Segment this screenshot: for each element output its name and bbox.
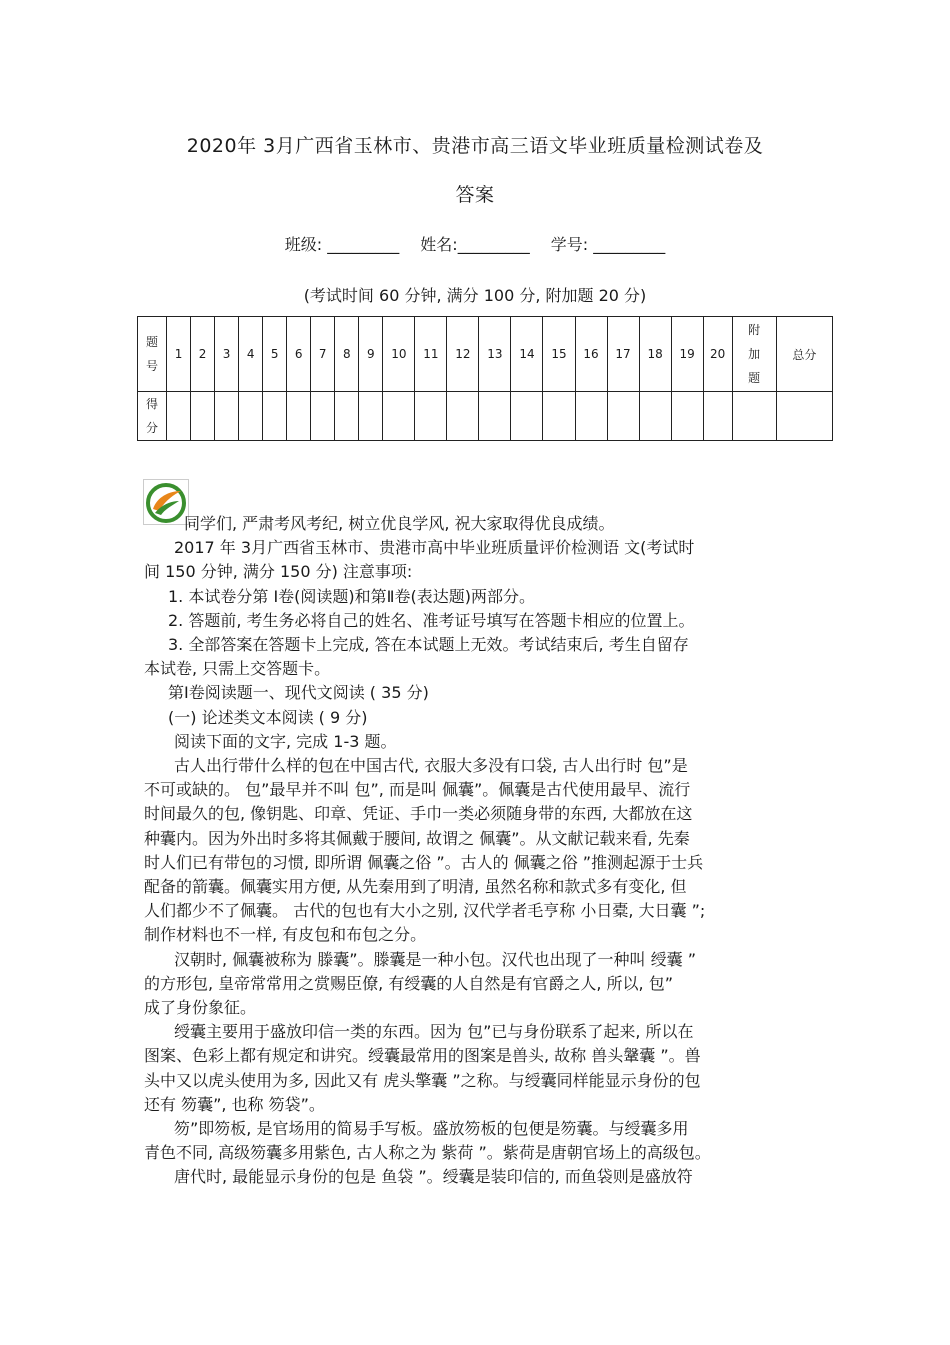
body-line: 本试卷, 只需上交答题卡。 [144,659,331,679]
score-cell [732,392,776,441]
body-line: 阅读下面的文字, 完成 1-3 题。 [174,731,397,751]
body-line: 的方形包, 皇帝常常用之赏赐臣僚, 有绶囊的人自然是有官爵之人, 所以, 包” [144,973,673,993]
score-cell [311,392,335,441]
score-cell [639,392,671,441]
score-cell [776,392,832,441]
score-table [137,316,833,441]
score-cell [359,392,383,441]
body-line: 间 150 分钟, 满分 150 分) 注意事项: [144,562,413,582]
body-line: 配备的箭囊。佩囊实用方便, 从先秦用到了明清, 虽然名称和款式多有变化, 但 [144,877,687,897]
document-title-line1: 2020年 3月广西省玉林市、贵港市高三语文毕业班质量检测试卷及 [186,135,764,157]
question-number-cell: 5 [263,317,287,392]
score-cell [671,392,703,441]
body-line: 时间最久的包, 像钥匙、印章、凭证、手巾一类必须随身带的东西, 大都放在这 [144,804,693,824]
score-cell [335,392,359,441]
body-line: 1. 本试卷分第 Ⅰ卷(阅读题)和第Ⅱ卷(表达题)两部分。 [168,586,536,606]
score-cell [239,392,263,441]
score-cell [215,392,239,441]
body-line: 头中又以虎头使用为多, 因此又有 虎头擎囊 ”之称。与绶囊同样能显示身份的包 [144,1070,701,1090]
score-cell [191,392,215,441]
body-line: 图案、色彩上都有规定和讲究。绶囊最常用的图案是兽头, 故称 兽头鞶囊 ”。兽 [144,1046,701,1066]
body-line: 第Ⅰ卷阅读题一、现代文阅读 ( 35 分) [168,683,429,703]
score-cell [543,392,575,441]
score-cell [383,392,415,441]
body-line: (一) 论述类文本阅读 ( 9 分) [168,707,368,727]
question-number-cell: 3 [215,317,239,392]
body-line: 笏”即笏板, 是官场用的简易手写板。盛放笏板的包便是笏囊。与绶囊多用 [174,1119,689,1139]
score-cell [575,392,607,441]
exam-time-info: (考试时间 60 分钟, 满分 100 分, 附加题 20 分) [303,286,647,305]
score-table-score-row [138,392,833,441]
student-info-line [0,232,950,255]
question-number-cell: 18 [639,317,671,392]
question-number-cell: 17 [607,317,639,392]
body-line: 还有 笏囊”, 也称 笏袋”。 [144,1094,325,1114]
question-number-header: 题 号 [138,317,167,392]
question-number-cell: 9 [359,317,383,392]
score-cell [703,392,732,441]
question-number-cell: 16 [575,317,607,392]
score-cell [447,392,479,441]
body-line: 种囊内。因为外出时多将其佩戴于腰间, 故谓之 佩囊”。从文献记载来看, 先秦 [144,828,690,848]
student-id-field: 学号: _________ [550,235,666,254]
question-number-cell: 11 [415,317,447,392]
body-line: 3. 全部答案在答题卡上完成, 答在本试题上无效。考试结束后, 考生自留存 [168,635,689,655]
body-line: 成了身份象征。 [144,998,257,1018]
score-header: 得 分 [138,392,167,441]
greeting-text: 同学们, 严肃考风考纪, 树立优良学风, 祝大家取得优良成绩。 [184,514,615,533]
question-number-cell: 4 [239,317,263,392]
body-line: 2017 年 3月广西省玉林市、贵港市高中毕业班质量评价检测语 文(考试时 [174,538,695,558]
score-cell [479,392,511,441]
class-field: 班级: _________ [284,235,400,254]
question-number-cell: 6 [287,317,311,392]
question-number-cell: 1 [167,317,191,392]
document-body [144,512,824,1190]
body-line: 绶囊主要用于盛放印信一类的东西。因为 包”已与身份联系了起来, 所以在 [174,1022,694,1042]
question-number-cell: 8 [335,317,359,392]
question-number-cell: 13 [479,317,511,392]
document-title-line2: 答案 [455,184,495,206]
score-cell [607,392,639,441]
body-line: 古人出行带什么样的包在中国古代, 衣服大多没有口袋, 古人出行时 包”是 [174,756,688,776]
question-number-cell: 2 [191,317,215,392]
extra-question-header: 附 加 题 [732,317,776,392]
score-cell [511,392,543,441]
question-number-cell: 12 [447,317,479,392]
question-number-cell: 15 [543,317,575,392]
body-line: 汉朝时, 佩囊被称为 滕囊”。滕囊是一种小包。汉代也出现了一种叫 绶囊 ” [174,949,697,969]
total-score-header: 总分 [776,317,832,392]
score-cell [167,392,191,441]
score-table-header-row [138,317,833,392]
question-number-cell: 14 [511,317,543,392]
body-line: 青色不同, 高级笏囊多用紫色, 古人称之为 紫荷 ”。紫荷是唐朝官场上的高级包。 [144,1143,711,1163]
question-number-cell: 19 [671,317,703,392]
body-line: 2. 答题前, 考生务必将自己的姓名、准考证号填写在答题卡相应的位置上。 [168,610,695,630]
body-line: 制作材料也不一样, 有皮包和布包之分。 [144,925,427,945]
score-cell [263,392,287,441]
name-field: 姓名:_________ [420,235,530,254]
body-line: 人们都少不了佩囊。 古代的包也有大小之别, 汉代学者毛亨称 小日橐, 大日囊 ”; [144,901,706,921]
score-cell [415,392,447,441]
question-number-cell: 10 [383,317,415,392]
question-number-cell: 20 [703,317,732,392]
body-line: 时人们已有带包的习惯, 即所谓 佩囊之俗 ”。古人的 佩囊之俗 ”推测起源于士兵 [144,852,704,872]
score-cell [287,392,311,441]
body-line: 唐代时, 最能显示身份的包是 鱼袋 ”。绶囊是装印信的, 而鱼袋则是盛放符 [174,1167,693,1187]
question-number-cell: 7 [311,317,335,392]
body-line: 不可或缺的。 包”最早并不叫 包”, 而是叫 佩囊”。佩囊是古代使用最早、流行 [144,780,691,800]
